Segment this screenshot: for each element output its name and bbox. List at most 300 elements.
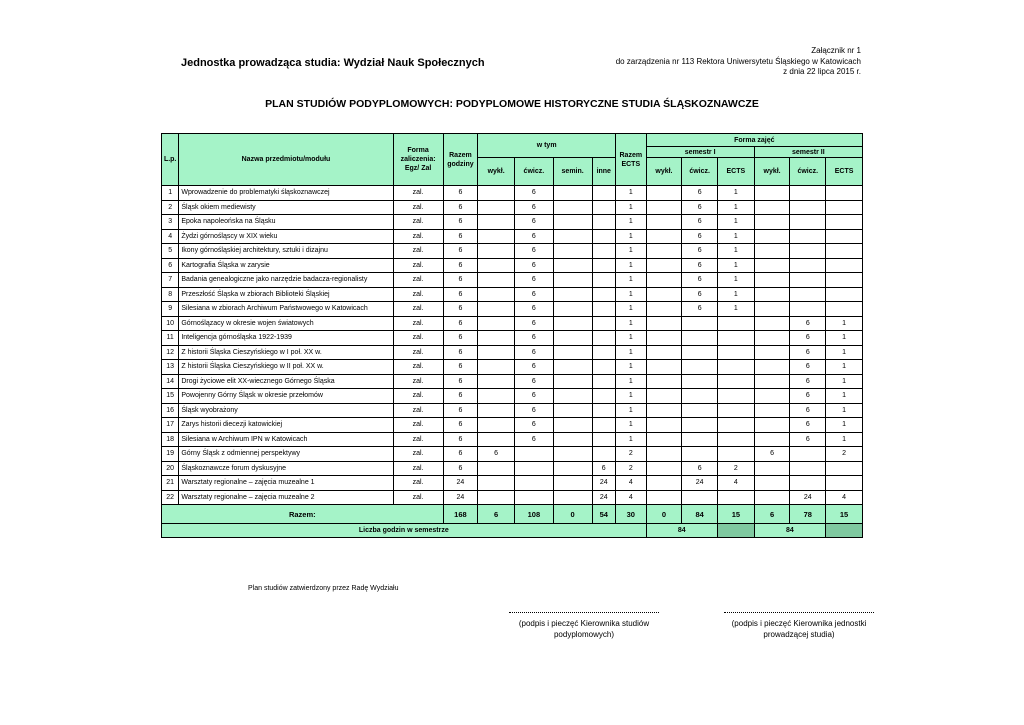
semester-hours-s2: 84 bbox=[754, 524, 825, 538]
row-s1-ects bbox=[718, 345, 755, 360]
row-wykl bbox=[478, 186, 515, 201]
totals-s2-ects: 15 bbox=[826, 505, 863, 524]
approval-note: Plan studiów zatwierdzony przez Radę Wydziału bbox=[248, 585, 399, 592]
row-s2-ects: 1 bbox=[826, 360, 863, 375]
row-s2-ects bbox=[826, 215, 863, 230]
row-subject-name bbox=[179, 418, 393, 433]
row-hours: 6 bbox=[443, 331, 478, 346]
header-w-tym: w tym bbox=[478, 134, 616, 158]
row-ects: 4 bbox=[616, 490, 647, 505]
row-semin bbox=[553, 273, 592, 288]
row-s1-cwicz bbox=[682, 374, 718, 389]
row-inne bbox=[592, 316, 615, 331]
subject-title: Warsztaty regionalne – bbox=[181, 493, 253, 501]
row-s2-cwicz: 6 bbox=[790, 345, 826, 360]
row-s2-cwicz bbox=[790, 200, 826, 215]
row-s2-ects bbox=[826, 200, 863, 215]
signature-right-caption: (podpis i pieczęć Kierownika jednostki prowadzącej studia) bbox=[731, 619, 867, 639]
row-s2-wykl bbox=[754, 287, 790, 302]
row-semin bbox=[553, 418, 592, 433]
row-lp: 16 bbox=[162, 403, 179, 418]
row-s1-wykl bbox=[646, 200, 682, 215]
row-ects: 1 bbox=[616, 345, 647, 360]
row-inne bbox=[592, 418, 615, 433]
row-hours: 6 bbox=[443, 403, 478, 418]
row-semin bbox=[553, 432, 592, 447]
subject-note: – zajęcia muzealne 1 bbox=[246, 479, 315, 487]
row-s2-cwicz: 24 bbox=[790, 490, 826, 505]
row-cwicz: 6 bbox=[514, 244, 553, 259]
row-s2-ects: 1 bbox=[826, 345, 863, 360]
subject-title: Śląsk okiem mediewisty bbox=[181, 203, 256, 211]
row-s1-ects: 4 bbox=[718, 476, 755, 491]
totals-row bbox=[162, 505, 863, 524]
row-semin bbox=[553, 447, 592, 462]
row-wykl bbox=[478, 302, 515, 317]
row-subject-name bbox=[179, 215, 393, 230]
row-s1-wykl bbox=[646, 345, 682, 360]
row-inne bbox=[592, 447, 615, 462]
row-s2-ects bbox=[826, 229, 863, 244]
row-subject-name bbox=[179, 302, 393, 317]
row-s2-wykl bbox=[754, 418, 790, 433]
annex-line: z dnia 22 lipca 2015 r. bbox=[783, 67, 861, 76]
row-inne bbox=[592, 360, 615, 375]
table-row bbox=[162, 287, 863, 302]
header-s2-cwicz: ćwicz. bbox=[790, 158, 826, 186]
row-lp: 6 bbox=[162, 258, 179, 273]
row-hours: 6 bbox=[443, 432, 478, 447]
row-lp: 9 bbox=[162, 302, 179, 317]
row-ects: 1 bbox=[616, 331, 647, 346]
row-cwicz: 6 bbox=[514, 418, 553, 433]
row-cwicz: 6 bbox=[514, 258, 553, 273]
row-s2-wykl bbox=[754, 302, 790, 317]
row-s2-ects bbox=[826, 258, 863, 273]
table-row bbox=[162, 418, 863, 433]
row-inne bbox=[592, 244, 615, 259]
row-cwicz: 6 bbox=[514, 403, 553, 418]
row-inne bbox=[592, 200, 615, 215]
row-inne bbox=[592, 229, 615, 244]
row-cwicz: 6 bbox=[514, 345, 553, 360]
row-inne: 24 bbox=[592, 490, 615, 505]
row-ects: 1 bbox=[616, 186, 647, 201]
row-lp: 10 bbox=[162, 316, 179, 331]
plan-body bbox=[162, 186, 863, 505]
row-s1-cwicz: 6 bbox=[682, 229, 718, 244]
row-s2-wykl bbox=[754, 244, 790, 259]
row-hours: 24 bbox=[443, 490, 478, 505]
row-s1-cwicz: 6 bbox=[682, 461, 718, 476]
row-wykl: 6 bbox=[478, 447, 515, 462]
annex-line: Załącznik nr 1 bbox=[811, 46, 861, 55]
row-lp: 13 bbox=[162, 360, 179, 375]
row-s1-wykl bbox=[646, 360, 682, 375]
row-s2-cwicz bbox=[790, 244, 826, 259]
row-s2-ects bbox=[826, 287, 863, 302]
row-subject-name bbox=[179, 244, 393, 259]
row-s2-wykl bbox=[754, 461, 790, 476]
row-hours: 6 bbox=[443, 461, 478, 476]
row-hours: 6 bbox=[443, 215, 478, 230]
row-wykl bbox=[478, 229, 515, 244]
row-ects: 1 bbox=[616, 418, 647, 433]
row-form: zal. bbox=[393, 302, 443, 317]
row-hours: 6 bbox=[443, 360, 478, 375]
row-s1-wykl bbox=[646, 258, 682, 273]
row-ects: 1 bbox=[616, 302, 647, 317]
row-form: zal. bbox=[393, 447, 443, 462]
row-semin bbox=[553, 461, 592, 476]
header-wykl: wykł. bbox=[478, 158, 515, 186]
row-lp: 12 bbox=[162, 345, 179, 360]
row-ects: 1 bbox=[616, 360, 647, 375]
row-s2-cwicz: 6 bbox=[790, 403, 826, 418]
row-s1-cwicz: 6 bbox=[682, 287, 718, 302]
row-s1-ects bbox=[718, 360, 755, 375]
row-lp: 2 bbox=[162, 200, 179, 215]
row-s1-cwicz bbox=[682, 345, 718, 360]
row-s1-ects bbox=[718, 331, 755, 346]
row-s1-ects bbox=[718, 432, 755, 447]
totals-s1-ects: 15 bbox=[718, 505, 755, 524]
row-s2-cwicz: 6 bbox=[790, 418, 826, 433]
header-s2-ects: ECTS bbox=[826, 158, 863, 186]
row-semin bbox=[553, 476, 592, 491]
row-s2-ects bbox=[826, 273, 863, 288]
row-semin bbox=[553, 229, 592, 244]
row-s2-ects: 1 bbox=[826, 316, 863, 331]
table-row bbox=[162, 403, 863, 418]
row-s2-ects: 1 bbox=[826, 418, 863, 433]
row-ects: 1 bbox=[616, 229, 647, 244]
row-form: zal. bbox=[393, 331, 443, 346]
row-semin bbox=[553, 244, 592, 259]
row-form: zal. bbox=[393, 287, 443, 302]
row-s1-ects bbox=[718, 316, 755, 331]
row-s2-wykl bbox=[754, 273, 790, 288]
row-lp: 19 bbox=[162, 447, 179, 462]
annex-line: do zarządzenia nr 113 Rektora Uniwersytetu Śląskiego w Katowicach bbox=[615, 56, 861, 66]
row-s1-wykl bbox=[646, 331, 682, 346]
row-s1-wykl bbox=[646, 476, 682, 491]
row-s2-cwicz bbox=[790, 287, 826, 302]
row-s1-cwicz bbox=[682, 316, 718, 331]
table-row bbox=[162, 258, 863, 273]
row-ects: 1 bbox=[616, 374, 647, 389]
row-wykl bbox=[478, 200, 515, 215]
row-subject-name bbox=[179, 403, 393, 418]
row-form: zal. bbox=[393, 215, 443, 230]
row-s1-cwicz bbox=[682, 432, 718, 447]
row-form: zal. bbox=[393, 374, 443, 389]
row-subject-name bbox=[179, 200, 393, 215]
row-s1-wykl bbox=[646, 273, 682, 288]
row-s1-ects: 1 bbox=[718, 215, 755, 230]
row-semin bbox=[553, 316, 592, 331]
row-s2-ects: 1 bbox=[826, 403, 863, 418]
row-cwicz bbox=[514, 476, 553, 491]
table-row bbox=[162, 229, 863, 244]
totals-cwicz: 108 bbox=[514, 505, 553, 524]
row-s1-cwicz bbox=[682, 447, 718, 462]
subject-title: Wprowadzenie do problematyki śląskoznawczej bbox=[181, 189, 330, 197]
row-hours: 6 bbox=[443, 302, 478, 317]
row-s2-cwicz: 6 bbox=[790, 316, 826, 331]
signature-line bbox=[724, 612, 874, 613]
row-form: zal. bbox=[393, 273, 443, 288]
header-s1-ects: ECTS bbox=[718, 158, 755, 186]
row-s1-wykl bbox=[646, 389, 682, 404]
row-inne bbox=[592, 432, 615, 447]
row-subject-name bbox=[179, 374, 393, 389]
table-row bbox=[162, 200, 863, 215]
row-s2-cwicz: 6 bbox=[790, 374, 826, 389]
row-form: zal. bbox=[393, 490, 443, 505]
semester-hours-label: Liczba godzin w semestrze bbox=[162, 524, 647, 538]
row-s2-cwicz bbox=[790, 186, 826, 201]
table-row bbox=[162, 389, 863, 404]
row-wykl bbox=[478, 316, 515, 331]
subject-title: Z historii Śląska Cieszyńskiego w I poł. XX w. bbox=[181, 348, 322, 356]
row-cwicz: 6 bbox=[514, 389, 553, 404]
row-subject-name bbox=[179, 476, 393, 491]
row-s1-wykl bbox=[646, 287, 682, 302]
row-s2-wykl: 6 bbox=[754, 447, 790, 462]
row-form: zal. bbox=[393, 418, 443, 433]
subject-title: Kartografia Śląska w zarysie bbox=[181, 261, 270, 269]
row-s1-wykl bbox=[646, 432, 682, 447]
row-semin bbox=[553, 186, 592, 201]
row-hours: 6 bbox=[443, 345, 478, 360]
row-lp: 3 bbox=[162, 215, 179, 230]
row-s1-ects: 1 bbox=[718, 186, 755, 201]
table-row bbox=[162, 490, 863, 505]
header-cwicz: ćwicz. bbox=[514, 158, 553, 186]
row-lp: 8 bbox=[162, 287, 179, 302]
row-semin bbox=[553, 345, 592, 360]
row-cwicz: 6 bbox=[514, 200, 553, 215]
row-s2-ects bbox=[826, 244, 863, 259]
row-s1-ects: 1 bbox=[718, 273, 755, 288]
row-s1-cwicz: 6 bbox=[682, 302, 718, 317]
row-s1-ects bbox=[718, 374, 755, 389]
row-form: zal. bbox=[393, 345, 443, 360]
row-hours: 6 bbox=[443, 447, 478, 462]
row-s1-wykl bbox=[646, 447, 682, 462]
study-plan-table bbox=[161, 133, 863, 538]
row-form: zal. bbox=[393, 432, 443, 447]
row-ects: 1 bbox=[616, 432, 647, 447]
row-s1-wykl bbox=[646, 316, 682, 331]
row-subject-name bbox=[179, 345, 393, 360]
row-inne: 24 bbox=[592, 476, 615, 491]
row-wykl bbox=[478, 389, 515, 404]
row-s2-ects bbox=[826, 186, 863, 201]
totals-label: Razem: bbox=[162, 505, 444, 524]
row-s1-cwicz: 6 bbox=[682, 215, 718, 230]
row-form: zal. bbox=[393, 316, 443, 331]
row-cwicz: 6 bbox=[514, 229, 553, 244]
row-subject-name bbox=[179, 331, 393, 346]
row-s1-ects: 1 bbox=[718, 302, 755, 317]
row-ects: 1 bbox=[616, 200, 647, 215]
row-lp: 20 bbox=[162, 461, 179, 476]
row-s1-ects: 1 bbox=[718, 229, 755, 244]
row-lp: 1 bbox=[162, 186, 179, 201]
row-ects: 1 bbox=[616, 273, 647, 288]
row-s2-wykl bbox=[754, 490, 790, 505]
row-s2-cwicz: 6 bbox=[790, 432, 826, 447]
semester-hours-row bbox=[162, 524, 863, 538]
row-inne: 6 bbox=[592, 461, 615, 476]
row-inne bbox=[592, 302, 615, 317]
row-s1-ects: 1 bbox=[718, 200, 755, 215]
row-ects: 2 bbox=[616, 447, 647, 462]
row-s1-cwicz bbox=[682, 418, 718, 433]
row-s1-cwicz bbox=[682, 403, 718, 418]
header-s1-cwicz: ćwicz. bbox=[682, 158, 718, 186]
row-s1-ects bbox=[718, 403, 755, 418]
row-s2-cwicz bbox=[790, 302, 826, 317]
row-s1-wykl bbox=[646, 374, 682, 389]
row-wykl bbox=[478, 490, 515, 505]
table-row bbox=[162, 302, 863, 317]
table-row bbox=[162, 461, 863, 476]
row-hours: 6 bbox=[443, 186, 478, 201]
row-s1-wykl bbox=[646, 461, 682, 476]
table-row bbox=[162, 273, 863, 288]
totals-inne: 54 bbox=[592, 505, 615, 524]
row-s1-wykl bbox=[646, 229, 682, 244]
row-cwicz: 6 bbox=[514, 360, 553, 375]
row-hours: 6 bbox=[443, 200, 478, 215]
subject-title: Górny Śląsk z odmiennej perspektywy bbox=[181, 450, 301, 458]
row-subject-name bbox=[179, 461, 393, 476]
row-cwicz: 6 bbox=[514, 302, 553, 317]
row-form: zal. bbox=[393, 476, 443, 491]
row-s1-ects bbox=[718, 418, 755, 433]
header-semin: semin. bbox=[553, 158, 592, 186]
signature-left-caption: (podpis i pieczęć Kierownika studiów podyplomowych) bbox=[518, 619, 650, 639]
row-s1-wykl bbox=[646, 244, 682, 259]
row-s2-wykl bbox=[754, 229, 790, 244]
subject-title: Badania genealogiczne jako narzędzie badacza-regionalisty bbox=[181, 276, 368, 284]
row-wykl bbox=[478, 345, 515, 360]
row-form: zal. bbox=[393, 403, 443, 418]
row-s2-cwicz bbox=[790, 215, 826, 230]
row-cwicz: 6 bbox=[514, 316, 553, 331]
row-s1-ects bbox=[718, 447, 755, 462]
row-hours: 6 bbox=[443, 229, 478, 244]
totals-semin: 0 bbox=[553, 505, 592, 524]
row-s2-ects: 2 bbox=[826, 447, 863, 462]
row-semin bbox=[553, 403, 592, 418]
row-s2-ects: 1 bbox=[826, 374, 863, 389]
row-inne bbox=[592, 186, 615, 201]
header-total-hours: Razem godziny bbox=[443, 134, 478, 186]
row-wykl bbox=[478, 418, 515, 433]
row-s2-ects: 1 bbox=[826, 331, 863, 346]
table-row bbox=[162, 432, 863, 447]
row-ects: 4 bbox=[616, 476, 647, 491]
table-row bbox=[162, 360, 863, 375]
row-form: zal. bbox=[393, 244, 443, 259]
row-s2-cwicz bbox=[790, 447, 826, 462]
row-subject-name bbox=[179, 447, 393, 462]
row-s2-wykl bbox=[754, 186, 790, 201]
row-ects: 1 bbox=[616, 215, 647, 230]
row-wykl bbox=[478, 476, 515, 491]
row-cwicz bbox=[514, 447, 553, 462]
row-ects: 1 bbox=[616, 389, 647, 404]
row-semin bbox=[553, 490, 592, 505]
page-title: PLAN STUDIÓW PODYPLOMOWYCH: PODYPLOMOWE HISTORYCZNE STUDIA ŚLĄSKOZNAWCZE bbox=[265, 98, 759, 110]
row-wykl bbox=[478, 215, 515, 230]
row-ects: 1 bbox=[616, 258, 647, 273]
totals-wykl: 6 bbox=[478, 505, 515, 524]
row-s2-cwicz bbox=[790, 476, 826, 491]
row-s2-ects: 4 bbox=[826, 490, 863, 505]
row-semin bbox=[553, 389, 592, 404]
semester-hours-s1-blank bbox=[718, 524, 755, 538]
row-wykl bbox=[478, 360, 515, 375]
row-form: zal. bbox=[393, 186, 443, 201]
row-s2-cwicz bbox=[790, 273, 826, 288]
row-s2-cwicz bbox=[790, 229, 826, 244]
row-wykl bbox=[478, 403, 515, 418]
row-s1-cwicz bbox=[682, 331, 718, 346]
row-s1-ects: 1 bbox=[718, 244, 755, 259]
row-s2-wykl bbox=[754, 360, 790, 375]
totals-s1-cwicz: 84 bbox=[682, 505, 718, 524]
header-lp: L.p. bbox=[162, 134, 179, 186]
row-s2-wykl bbox=[754, 476, 790, 491]
row-wykl bbox=[478, 331, 515, 346]
row-wykl bbox=[478, 244, 515, 259]
row-cwicz: 6 bbox=[514, 331, 553, 346]
row-wykl bbox=[478, 287, 515, 302]
row-ects: 2 bbox=[616, 461, 647, 476]
row-s2-wykl bbox=[754, 316, 790, 331]
row-hours: 6 bbox=[443, 418, 478, 433]
row-subject-name bbox=[179, 287, 393, 302]
row-s1-wykl bbox=[646, 418, 682, 433]
row-wykl bbox=[478, 258, 515, 273]
row-form: zal. bbox=[393, 389, 443, 404]
row-s2-wykl bbox=[754, 389, 790, 404]
row-s2-ects bbox=[826, 302, 863, 317]
row-s2-cwicz bbox=[790, 258, 826, 273]
row-inne bbox=[592, 389, 615, 404]
table-row bbox=[162, 447, 863, 462]
row-inne bbox=[592, 273, 615, 288]
header-form: Forma zaliczenia: Egz/ Zal bbox=[393, 134, 443, 186]
row-inne bbox=[592, 345, 615, 360]
table-row bbox=[162, 244, 863, 259]
row-s1-wykl bbox=[646, 302, 682, 317]
row-lp: 5 bbox=[162, 244, 179, 259]
table-row bbox=[162, 186, 863, 201]
row-cwicz bbox=[514, 490, 553, 505]
row-hours: 24 bbox=[443, 476, 478, 491]
row-hours: 6 bbox=[443, 389, 478, 404]
row-ects: 1 bbox=[616, 316, 647, 331]
row-ects: 1 bbox=[616, 403, 647, 418]
subject-title: Żydzi górnośląscy w XIX wieku bbox=[181, 232, 278, 240]
totals-s2-cwicz: 78 bbox=[790, 505, 826, 524]
